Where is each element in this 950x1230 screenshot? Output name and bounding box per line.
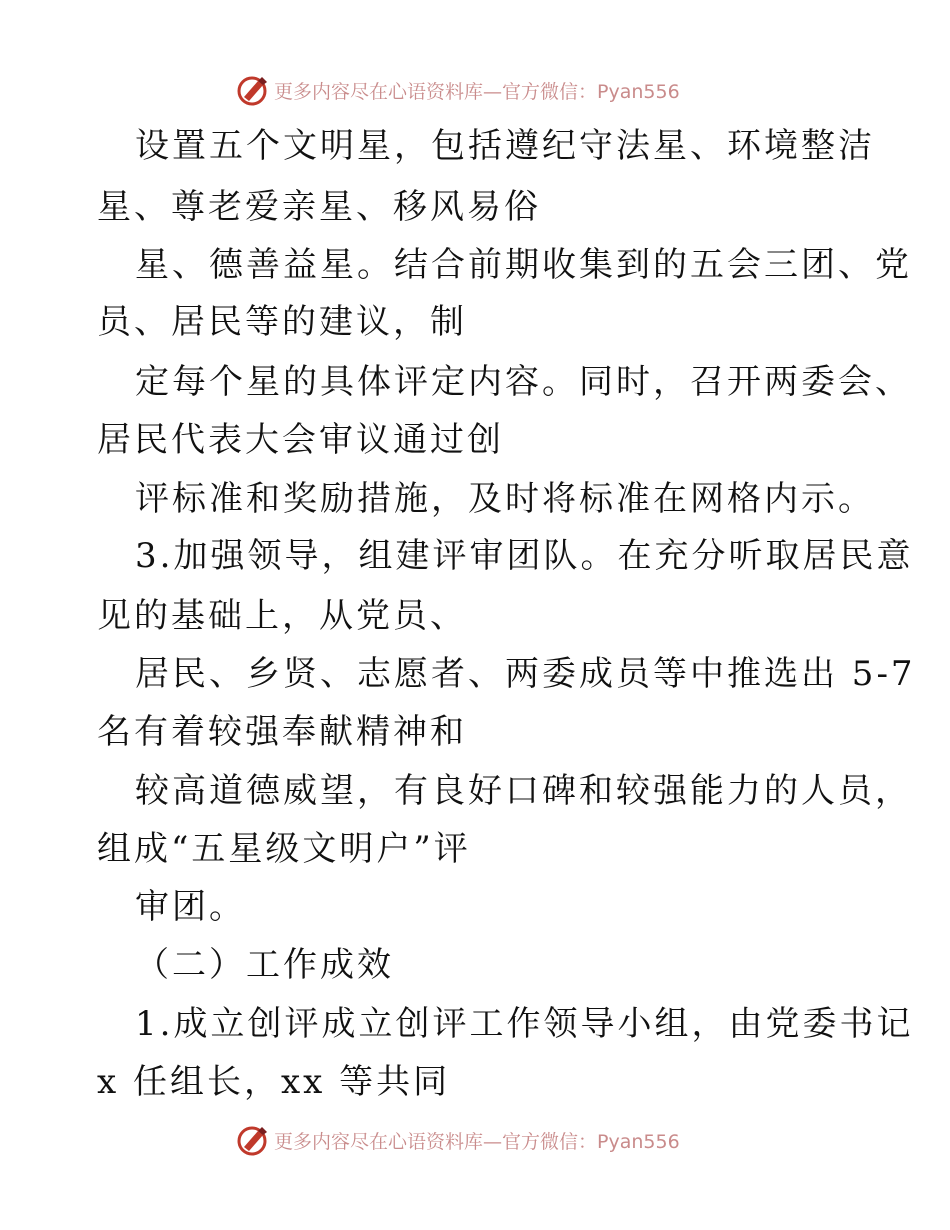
text-line: 居民代表大会审议通过创 [97, 420, 504, 460]
text-line: 1.成立创评成立创评工作领导小组，由党委书记 [135, 1004, 914, 1044]
footer-watermark [236, 1122, 680, 1158]
header-watermark [236, 72, 680, 108]
text-line: 评标准和奖励措施，及时将标准在网格内示。 [135, 479, 875, 519]
text-line: 3.加强领导，组建评审团队。在充分听取居民意 [135, 536, 914, 576]
text-line: 定每个星的具体评定内容。同时，召开两委会、 [135, 362, 912, 402]
text-line: 员、居民等的建议，制 [97, 302, 467, 342]
text-line: 审团。 [135, 887, 246, 927]
text-line: 见的基础上，从党员、 [97, 596, 467, 636]
text-line: 星、德善益星。结合前期收集到的五会三团、党 [135, 245, 912, 285]
watermark-text: 更多内容尽在心语资料库—官方微信：Pyan556 [274, 1130, 680, 1153]
text-line: 星、尊老爱亲星、移风易俗 [97, 187, 541, 227]
text-line: x 任组长，xx 等共同 [97, 1062, 451, 1102]
text-line: 组成“五星级文明户”评 [97, 829, 471, 869]
text-line: 设置五个文明星，包括遵纪守法星、环境整洁 [135, 126, 875, 166]
watermark-text: 更多内容尽在心语资料库—官方微信：Pyan556 [274, 80, 680, 103]
pen-logo-icon [236, 1123, 270, 1157]
pen-logo-icon [236, 73, 270, 107]
text-line: 名有着较强奉献精神和 [97, 712, 467, 752]
text-line: 居民、乡贤、志愿者、两委成员等中推选出 5-7 [135, 654, 916, 694]
text-line: 较高道德威望，有良好口碑和较强能力的人员， [135, 771, 912, 811]
section-heading: （二）工作成效 [135, 945, 394, 985]
